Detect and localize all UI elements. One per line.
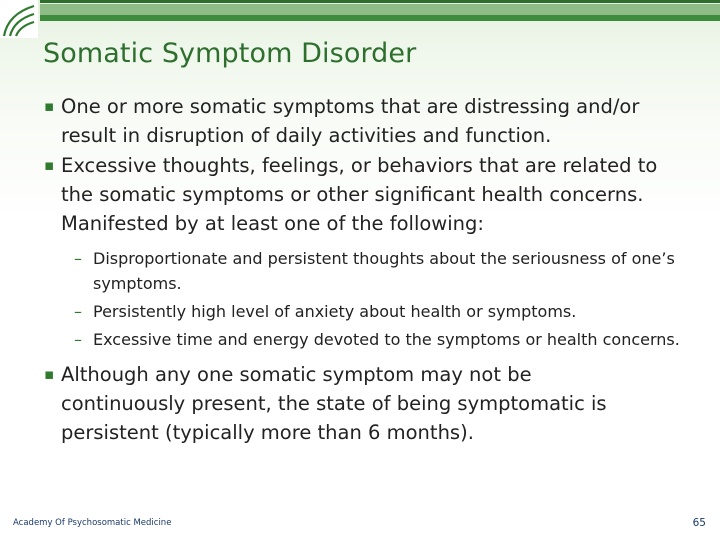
square-bullet-icon: ▪ (44, 97, 55, 115)
footer-organization: Academy Of Psychosomatic Medicine (13, 518, 172, 528)
sub-bullet-text: Persistently high level of anxiety about health or symptoms. (93, 302, 577, 321)
header-bar-light (40, 4, 720, 15)
logo-icon (0, 0, 38, 38)
sub-bullet-item (0, 299, 693, 324)
bullet-text: One or more somatic symptoms that are distressing and/or result in disruption of daily activities and function. (61, 95, 640, 147)
square-bullet-icon: ▪ (44, 156, 55, 174)
bullet-item (0, 92, 661, 150)
dash-bullet-icon: – (74, 302, 82, 321)
header-bar-green (40, 15, 720, 21)
sub-bullet-text: Excessive time and energy devoted to the symptoms or health concerns. (93, 330, 680, 349)
sub-bullet-item (0, 327, 693, 352)
bullet-item (0, 360, 661, 447)
square-bullet-icon: ▪ (44, 365, 55, 383)
dash-bullet-icon: – (74, 249, 82, 268)
page-number: 65 (692, 517, 706, 529)
bullet-text: Excessive thoughts, feelings, or behaviors that are related to the somatic symptoms or other significant health concerns. Manifested by at least one of the following: (61, 154, 658, 235)
slide-title: Somatic Symptom Disorder (43, 38, 417, 69)
sub-bullet-list (0, 246, 720, 352)
bullet-text: Although any one somatic symptom may not be continuously present, the state of being symptomatic is persistent (typically more than 6 months). (61, 363, 607, 444)
header-bar-dark (40, 0, 720, 3)
dash-bullet-icon: – (74, 330, 82, 349)
slide-content (0, 92, 720, 447)
sub-bullet-item (0, 246, 693, 296)
sub-bullet-text: Disproportionate and persistent thoughts about the seriousness of one’s symptoms. (93, 249, 675, 293)
bullet-item (0, 151, 661, 238)
